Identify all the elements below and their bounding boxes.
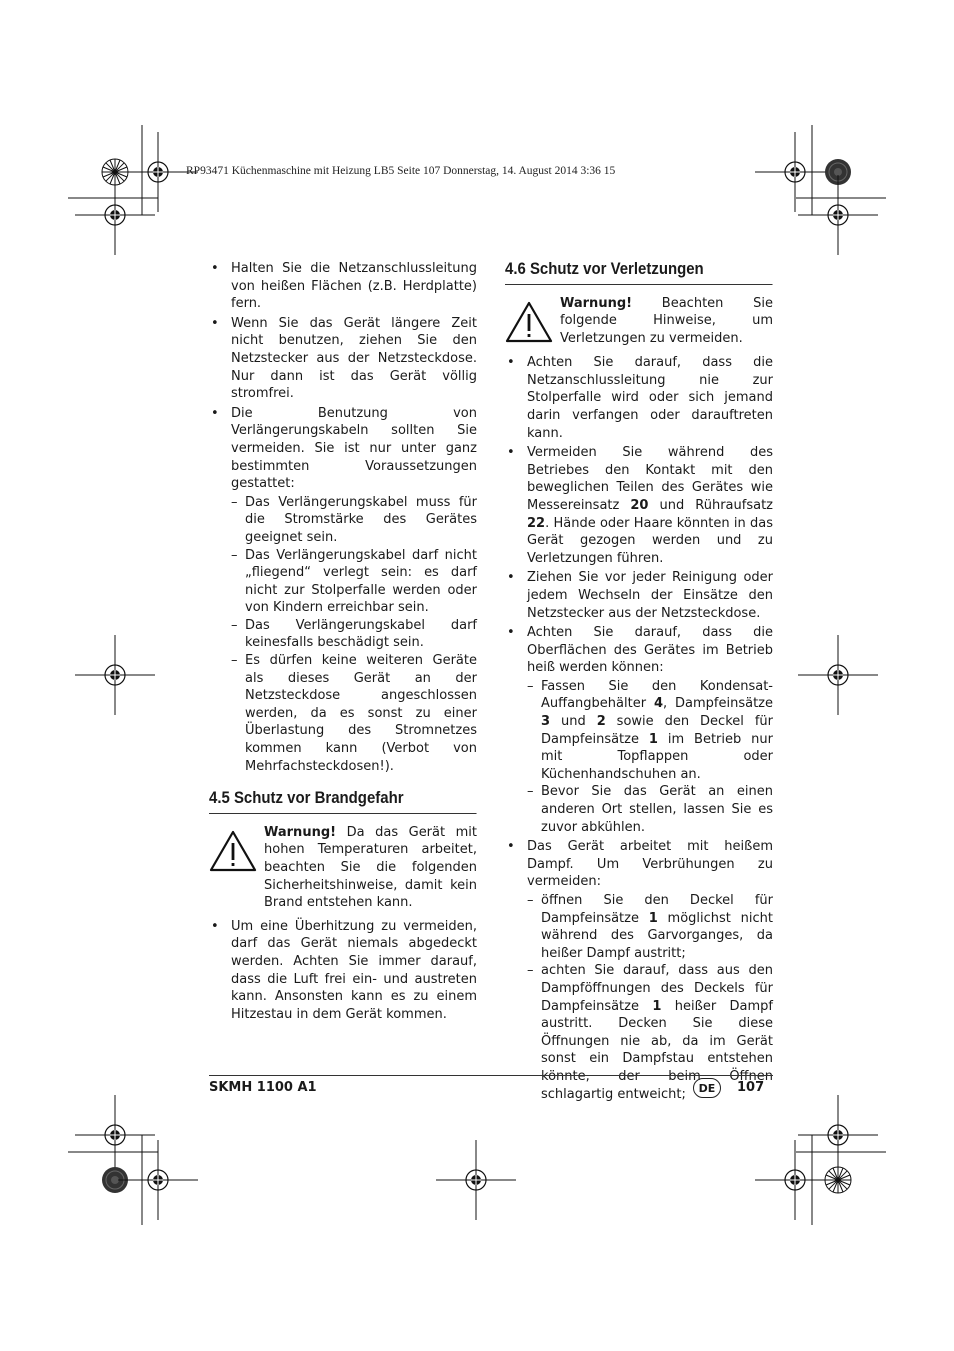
list-item: [505, 444, 773, 567]
part-number: 1: [648, 731, 658, 747]
part-number: 22: [527, 515, 546, 531]
sub-list-item: – Bevor Sie das Gerät an einen anderen Ort stellen, lassen Sie es zuvor abkühlen.: [527, 783, 773, 836]
warning-text: [264, 824, 477, 912]
text-run: . Hände oder Haare könnten in das Gerät gezogen werden und zu Verletzungen führen.: [527, 515, 773, 566]
list-item: • Achten Sie darauf, dass die Netzanschlussleitung nie zur Stolperfalle wird oder sich jemand darin verfangen oder darauftreten kann.: [505, 354, 773, 442]
warning-body: Beachten Sie folgende Hinweise, um Verletzungen zu vermeiden.: [560, 295, 773, 346]
text-run: achten Sie darauf, dass aus den Dampföffnungen des Deckels für Dampfeinsätze: [541, 963, 773, 1014]
warning-body: Da das Gerät mit hohen Temperaturen arbeitet, beachten Sie die folgenden Sicherheitshinweise, damit kein Brand entstehen kann.: [264, 824, 477, 911]
text-run: öffnen Sie den Deckel für Dampfeinsätze: [541, 893, 773, 926]
part-number: 1: [648, 910, 658, 926]
warning-box: [209, 824, 477, 912]
section-title: 4.5 Schutz vor Brandgefahr: [209, 789, 477, 814]
page-number: 107: [737, 1080, 765, 1095]
print-header: RP93471 Küchenmaschine mit Heizung LB5 Seite 107 Donnerstag, 14. August 2014 3:36 15: [186, 165, 616, 177]
footer-rule: [209, 1075, 773, 1076]
list-item: [209, 405, 477, 775]
footer-model: SKMH 1100 A1: [209, 1080, 317, 1095]
text-run: im Betrieb nur mit Topflappen oder Küchenhandschuhen an.: [541, 731, 773, 782]
sub-list-item: [527, 892, 773, 962]
text-run: sowie den Deckel für Dampfeinsätze: [541, 714, 773, 747]
left-column: [209, 260, 477, 1023]
list-item: [505, 838, 773, 1103]
text-run: Fassen Sie den Kondensat-Auffangbehälter: [541, 678, 773, 712]
warning-label: Warnung!: [264, 824, 337, 840]
sub-list-item: – Es dürfen keine weiteren Geräte als dieses Gerät an der Netzsteckdose angeschlossen werden, da es sonst zu einer Überlastung des Stromnetzes kommen kann (Verbot von Mehrfachsteckdosen!).: [231, 652, 477, 775]
warning-triangle-icon: [209, 824, 264, 912]
sub-list-item: – Das Verlängerungskabel muss für die Stromstärke des Gerätes geeignet sein.: [231, 494, 477, 547]
text-run: , Dampfeinsätze: [663, 696, 773, 712]
part-number: 3: [541, 714, 551, 730]
sub-list-item: – Das Verlängerungskabel darf nicht „fliegend“ verlegt sein: es darf nicht zur Stolperfalle werden oder von Kindern erreichbar sein.: [231, 547, 477, 617]
list-item: • Halten Sie die Netzanschlussleitung von heißen Flächen (z.B. Herdplatte) fern.: [209, 260, 477, 313]
text-run: heißer Dampf austritt. Decken Sie diese Öffnungen nie ab, da im Gerät sonst ein Dampfstau entstehen könnte, der beim Öffnen schlagartig entweicht;: [541, 998, 773, 1102]
section-title: 4.6 Schutz vor Verletzungen: [505, 260, 773, 285]
text-run: möglichst nicht während des Garvorganges, da heißer Dampf austritt;: [541, 910, 774, 961]
warning-box: [505, 295, 773, 349]
text-run: und Rühraufsatz: [648, 497, 773, 513]
warning-label: Warnung!: [560, 295, 633, 311]
warning-text: [560, 295, 773, 349]
part-number: 4: [653, 696, 663, 712]
warning-triangle-icon: [505, 295, 560, 349]
part-number: 2: [596, 714, 606, 730]
sub-list: [527, 892, 773, 1103]
list-item-text: • Die Benutzung von Verlängerungskabeln sollten Sie vermeiden. Sie ist nur unter ganz bestimmten Voraussetzungen gestattet:: [231, 405, 477, 492]
right-column: [505, 260, 773, 1103]
list-item: [505, 624, 773, 836]
text-run: Vermeiden Sie während des Betriebes den Kontakt mit den beweglichen Teilen des Gerätes wie Messereinsatz: [527, 445, 773, 513]
part-number: 20: [630, 497, 649, 513]
list-item: • Ziehen Sie vor jeder Reinigung oder jedem Wechseln der Einsätze den Netzstecker aus der Netzsteckdose.: [505, 569, 773, 622]
language-badge: DE: [693, 1078, 721, 1098]
sub-list-item: – Das Verlängerungskabel darf keinesfalls beschädigt sein.: [231, 617, 477, 652]
sub-list: [231, 494, 477, 776]
part-number: 1: [652, 998, 662, 1014]
list-item-text: • Achten Sie darauf, dass die Oberflächen des Gerätes im Betrieb heiß werden können:: [527, 625, 773, 676]
list-item: • Um eine Überhitzung zu vermeiden, darf das Gerät niemals abgedeckt werden. Achten Sie immer darauf, dass die Luft frei ein- und austreten kann. Ansonsten kann es zu einem Hitzestau in dem Gerät kommen.: [209, 918, 477, 1024]
list-item: • Wenn Sie das Gerät längere Zeit nicht benutzen, ziehen Sie den Netzstecker aus der Netzsteckdose. Nur dann ist das Gerät völlig stromfrei.: [209, 315, 477, 403]
text-run: und: [550, 714, 597, 730]
sub-list-item: [527, 678, 773, 784]
list-item-text: • Das Gerät arbeitet mit heißem Dampf. Um Verbrühungen zu vermeiden:: [527, 839, 773, 890]
sub-list: [527, 678, 773, 836]
